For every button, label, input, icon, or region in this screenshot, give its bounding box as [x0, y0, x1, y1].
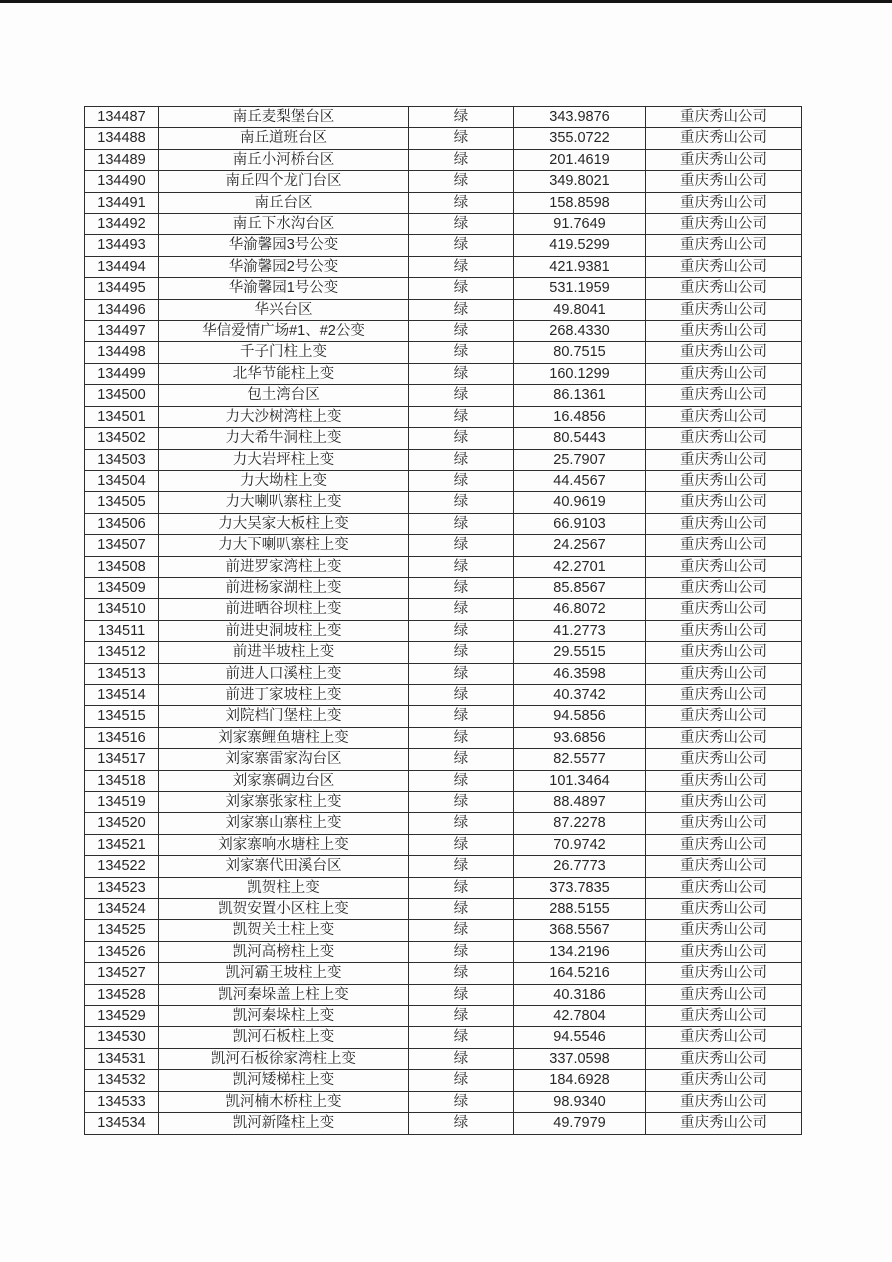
cell-id: 134487 — [85, 107, 159, 128]
cell-company: 重庆秀山公司 — [646, 663, 802, 684]
cell-id: 134509 — [85, 577, 159, 598]
cell-id: 134492 — [85, 214, 159, 235]
cell-name: 刘院档门堡柱上变 — [159, 706, 409, 727]
cell-value: 343.9876 — [514, 107, 646, 128]
cell-company: 重庆秀山公司 — [646, 299, 802, 320]
cell-company: 重庆秀山公司 — [646, 1048, 802, 1069]
table-row — [85, 577, 802, 598]
cell-value: 368.5567 — [514, 920, 646, 941]
cell-status: 绿 — [409, 856, 514, 877]
cell-status: 绿 — [409, 706, 514, 727]
cell-name: 华渝馨园1号公变 — [159, 278, 409, 299]
table-row — [85, 235, 802, 256]
cell-name: 华渝馨园3号公变 — [159, 235, 409, 256]
cell-id: 134525 — [85, 920, 159, 941]
table-row — [85, 214, 802, 235]
cell-status: 绿 — [409, 1048, 514, 1069]
cell-company: 重庆秀山公司 — [646, 899, 802, 920]
cell-company: 重庆秀山公司 — [646, 877, 802, 898]
cell-status: 绿 — [409, 342, 514, 363]
cell-company: 重庆秀山公司 — [646, 684, 802, 705]
table-row — [85, 663, 802, 684]
cell-value: 82.5577 — [514, 749, 646, 770]
cell-name: 前进晒谷坝柱上变 — [159, 599, 409, 620]
cell-status: 绿 — [409, 149, 514, 170]
cell-name: 南丘道班台区 — [159, 128, 409, 149]
cell-status: 绿 — [409, 642, 514, 663]
table-row — [85, 684, 802, 705]
table-row — [85, 107, 802, 128]
table-row — [85, 256, 802, 277]
cell-name: 力大沙树湾柱上变 — [159, 406, 409, 427]
cell-company: 重庆秀山公司 — [646, 642, 802, 663]
cell-company: 重庆秀山公司 — [646, 941, 802, 962]
cell-company: 重庆秀山公司 — [646, 813, 802, 834]
cell-name: 刘家寨碉边台区 — [159, 770, 409, 791]
cell-company: 重庆秀山公司 — [646, 1113, 802, 1134]
cell-id: 134515 — [85, 706, 159, 727]
table-row — [85, 620, 802, 641]
cell-id: 134506 — [85, 513, 159, 534]
cell-value: 184.6928 — [514, 1070, 646, 1091]
cell-company: 重庆秀山公司 — [646, 342, 802, 363]
cell-company: 重庆秀山公司 — [646, 727, 802, 748]
cell-id: 134532 — [85, 1070, 159, 1091]
cell-value: 373.7835 — [514, 877, 646, 898]
cell-value: 349.8021 — [514, 171, 646, 192]
cell-id: 134502 — [85, 428, 159, 449]
cell-value: 85.8567 — [514, 577, 646, 598]
cell-name: 凯贺柱上变 — [159, 877, 409, 898]
cell-name: 南丘小河桥台区 — [159, 149, 409, 170]
cell-value: 26.7773 — [514, 856, 646, 877]
cell-name: 刘家寨雷家沟台区 — [159, 749, 409, 770]
table-row — [85, 856, 802, 877]
cell-value: 337.0598 — [514, 1048, 646, 1069]
cell-id: 134489 — [85, 149, 159, 170]
cell-company: 重庆秀山公司 — [646, 856, 802, 877]
cell-name: 凯贺关土柱上变 — [159, 920, 409, 941]
cell-status: 绿 — [409, 770, 514, 791]
cell-company: 重庆秀山公司 — [646, 492, 802, 513]
cell-status: 绿 — [409, 1070, 514, 1091]
cell-id: 134516 — [85, 727, 159, 748]
cell-id: 134501 — [85, 406, 159, 427]
cell-status: 绿 — [409, 192, 514, 213]
cell-status: 绿 — [409, 235, 514, 256]
table-row — [85, 535, 802, 556]
table-row — [85, 1070, 802, 1091]
cell-status: 绿 — [409, 128, 514, 149]
table-row — [85, 749, 802, 770]
cell-id: 134513 — [85, 663, 159, 684]
cell-name: 南丘四个龙门台区 — [159, 171, 409, 192]
cell-company: 重庆秀山公司 — [646, 984, 802, 1005]
cell-value: 94.5546 — [514, 1027, 646, 1048]
cell-status: 绿 — [409, 599, 514, 620]
cell-id: 134527 — [85, 963, 159, 984]
cell-name: 凯河霸王坡柱上变 — [159, 963, 409, 984]
cell-id: 134508 — [85, 556, 159, 577]
cell-status: 绿 — [409, 1091, 514, 1112]
table-row — [85, 128, 802, 149]
cell-id: 134493 — [85, 235, 159, 256]
cell-id: 134523 — [85, 877, 159, 898]
cell-name: 凯河石板徐家湾柱上变 — [159, 1048, 409, 1069]
table-row — [85, 192, 802, 213]
cell-value: 201.4619 — [514, 149, 646, 170]
cell-status: 绿 — [409, 278, 514, 299]
cell-id: 134529 — [85, 1006, 159, 1027]
table-row — [85, 342, 802, 363]
cell-name: 北华节能柱上变 — [159, 363, 409, 384]
table-row — [85, 877, 802, 898]
cell-company: 重庆秀山公司 — [646, 107, 802, 128]
cell-status: 绿 — [409, 470, 514, 491]
cell-name: 刘家寨鲤鱼塘柱上变 — [159, 727, 409, 748]
cell-status: 绿 — [409, 299, 514, 320]
cell-value: 91.7649 — [514, 214, 646, 235]
table-row — [85, 428, 802, 449]
cell-value: 80.5443 — [514, 428, 646, 449]
cell-company: 重庆秀山公司 — [646, 363, 802, 384]
cell-id: 134534 — [85, 1113, 159, 1134]
cell-value: 42.7804 — [514, 1006, 646, 1027]
cell-status: 绿 — [409, 321, 514, 342]
cell-name: 南丘台区 — [159, 192, 409, 213]
cell-value: 158.8598 — [514, 192, 646, 213]
cell-status: 绿 — [409, 877, 514, 898]
cell-name: 力大坳柱上变 — [159, 470, 409, 491]
cell-id: 134507 — [85, 535, 159, 556]
cell-name: 前进半坡柱上变 — [159, 642, 409, 663]
cell-id: 134505 — [85, 492, 159, 513]
table-row — [85, 599, 802, 620]
table-row — [85, 1027, 802, 1048]
cell-name: 凯河高榜柱上变 — [159, 941, 409, 962]
cell-status: 绿 — [409, 214, 514, 235]
cell-value: 87.2278 — [514, 813, 646, 834]
table-row — [85, 1113, 802, 1134]
table-row — [85, 299, 802, 320]
table-row — [85, 770, 802, 791]
cell-status: 绿 — [409, 963, 514, 984]
cell-status: 绿 — [409, 428, 514, 449]
cell-value: 86.1361 — [514, 385, 646, 406]
cell-company: 重庆秀山公司 — [646, 192, 802, 213]
table-row — [85, 385, 802, 406]
cell-value: 40.3742 — [514, 684, 646, 705]
cell-name: 力大希牛洞柱上变 — [159, 428, 409, 449]
cell-company: 重庆秀山公司 — [646, 1070, 802, 1091]
cell-status: 绿 — [409, 663, 514, 684]
cell-status: 绿 — [409, 492, 514, 513]
cell-id: 134499 — [85, 363, 159, 384]
cell-id: 134519 — [85, 792, 159, 813]
cell-company: 重庆秀山公司 — [646, 620, 802, 641]
cell-value: 355.0722 — [514, 128, 646, 149]
cell-value: 98.9340 — [514, 1091, 646, 1112]
cell-id: 134531 — [85, 1048, 159, 1069]
cell-name: 南丘下水沟台区 — [159, 214, 409, 235]
cell-id: 134496 — [85, 299, 159, 320]
cell-status: 绿 — [409, 171, 514, 192]
cell-id: 134530 — [85, 1027, 159, 1048]
cell-id: 134490 — [85, 171, 159, 192]
cell-id: 134510 — [85, 599, 159, 620]
cell-status: 绿 — [409, 727, 514, 748]
cell-value: 29.5515 — [514, 642, 646, 663]
cell-status: 绿 — [409, 449, 514, 470]
cell-company: 重庆秀山公司 — [646, 963, 802, 984]
cell-company: 重庆秀山公司 — [646, 321, 802, 342]
cell-status: 绿 — [409, 749, 514, 770]
cell-value: 288.5155 — [514, 899, 646, 920]
cell-value: 42.2701 — [514, 556, 646, 577]
cell-name: 力大吴家大板柱上变 — [159, 513, 409, 534]
cell-name: 凯河秦垛盖上柱上变 — [159, 984, 409, 1005]
table-row — [85, 492, 802, 513]
cell-name: 凯河石板柱上变 — [159, 1027, 409, 1048]
cell-value: 80.7515 — [514, 342, 646, 363]
cell-id: 134518 — [85, 770, 159, 791]
table-row — [85, 727, 802, 748]
cell-company: 重庆秀山公司 — [646, 385, 802, 406]
cell-id: 134521 — [85, 834, 159, 855]
cell-id: 134522 — [85, 856, 159, 877]
cell-value: 419.5299 — [514, 235, 646, 256]
cell-id: 134512 — [85, 642, 159, 663]
cell-value: 421.9381 — [514, 256, 646, 277]
cell-name: 前进史洞坡柱上变 — [159, 620, 409, 641]
cell-id: 134497 — [85, 321, 159, 342]
cell-id: 134500 — [85, 385, 159, 406]
cell-value: 88.4897 — [514, 792, 646, 813]
cell-value: 134.2196 — [514, 941, 646, 962]
cell-value: 268.4330 — [514, 321, 646, 342]
table-row — [85, 1006, 802, 1027]
cell-id: 134514 — [85, 684, 159, 705]
cell-company: 重庆秀山公司 — [646, 406, 802, 427]
table-row — [85, 406, 802, 427]
cell-company: 重庆秀山公司 — [646, 599, 802, 620]
table-row — [85, 556, 802, 577]
cell-company: 重庆秀山公司 — [646, 149, 802, 170]
cell-status: 绿 — [409, 834, 514, 855]
cell-status: 绿 — [409, 684, 514, 705]
cell-name: 刘家寨代田溪台区 — [159, 856, 409, 877]
cell-company: 重庆秀山公司 — [646, 535, 802, 556]
table-row — [85, 792, 802, 813]
cell-name: 前进丁家坡柱上变 — [159, 684, 409, 705]
cell-name: 华渝馨园2号公变 — [159, 256, 409, 277]
cell-status: 绿 — [409, 556, 514, 577]
cell-status: 绿 — [409, 899, 514, 920]
cell-value: 49.7979 — [514, 1113, 646, 1134]
cell-value: 40.9619 — [514, 492, 646, 513]
cell-value: 16.4856 — [514, 406, 646, 427]
cell-id: 134488 — [85, 128, 159, 149]
cell-id: 134494 — [85, 256, 159, 277]
cell-name: 力大喇叭寨柱上变 — [159, 492, 409, 513]
cell-company: 重庆秀山公司 — [646, 256, 802, 277]
table-body — [85, 107, 802, 1135]
cell-value: 101.3464 — [514, 770, 646, 791]
cell-company: 重庆秀山公司 — [646, 749, 802, 770]
cell-value: 44.4567 — [514, 470, 646, 491]
cell-company: 重庆秀山公司 — [646, 235, 802, 256]
cell-company: 重庆秀山公司 — [646, 171, 802, 192]
cell-company: 重庆秀山公司 — [646, 706, 802, 727]
cell-id: 134491 — [85, 192, 159, 213]
cell-id: 134511 — [85, 620, 159, 641]
cell-company: 重庆秀山公司 — [646, 1091, 802, 1112]
cell-name: 刘家寨响水塘柱上变 — [159, 834, 409, 855]
cell-name: 千子门柱上变 — [159, 342, 409, 363]
table-row — [85, 920, 802, 941]
cell-company: 重庆秀山公司 — [646, 834, 802, 855]
cell-id: 134517 — [85, 749, 159, 770]
cell-name: 前进杨家湖柱上变 — [159, 577, 409, 598]
cell-id: 134504 — [85, 470, 159, 491]
cell-value: 164.5216 — [514, 963, 646, 984]
cell-name: 前进罗家湾柱上变 — [159, 556, 409, 577]
cell-status: 绿 — [409, 620, 514, 641]
cell-company: 重庆秀山公司 — [646, 920, 802, 941]
cell-name: 刘家寨山寨柱上变 — [159, 813, 409, 834]
cell-value: 46.3598 — [514, 663, 646, 684]
cell-company: 重庆秀山公司 — [646, 449, 802, 470]
cell-id: 134533 — [85, 1091, 159, 1112]
table-row — [85, 449, 802, 470]
cell-company: 重庆秀山公司 — [646, 278, 802, 299]
cell-status: 绿 — [409, 1006, 514, 1027]
cell-id: 134498 — [85, 342, 159, 363]
cell-company: 重庆秀山公司 — [646, 556, 802, 577]
cell-status: 绿 — [409, 920, 514, 941]
cell-status: 绿 — [409, 513, 514, 534]
cell-status: 绿 — [409, 406, 514, 427]
cell-company: 重庆秀山公司 — [646, 1006, 802, 1027]
cell-value: 160.1299 — [514, 363, 646, 384]
table-row — [85, 984, 802, 1005]
cell-name: 南丘麦梨堡台区 — [159, 107, 409, 128]
table-row — [85, 941, 802, 962]
cell-name: 凯贺安置小区柱上变 — [159, 899, 409, 920]
cell-id: 134528 — [85, 984, 159, 1005]
cell-id: 134524 — [85, 899, 159, 920]
cell-company: 重庆秀山公司 — [646, 428, 802, 449]
cell-status: 绿 — [409, 813, 514, 834]
cell-status: 绿 — [409, 792, 514, 813]
cell-id: 134503 — [85, 449, 159, 470]
cell-value: 94.5856 — [514, 706, 646, 727]
cell-status: 绿 — [409, 256, 514, 277]
table-row — [85, 963, 802, 984]
cell-id: 134520 — [85, 813, 159, 834]
table-row — [85, 149, 802, 170]
table-row — [85, 363, 802, 384]
cell-value: 24.2567 — [514, 535, 646, 556]
cell-name: 凯河矮梯柱上变 — [159, 1070, 409, 1091]
cell-company: 重庆秀山公司 — [646, 1027, 802, 1048]
table-row — [85, 321, 802, 342]
cell-status: 绿 — [409, 535, 514, 556]
top-edge-bar — [0, 0, 892, 3]
cell-value: 25.7907 — [514, 449, 646, 470]
cell-value: 70.9742 — [514, 834, 646, 855]
cell-name: 力大下喇叭寨柱上变 — [159, 535, 409, 556]
cell-company: 重庆秀山公司 — [646, 577, 802, 598]
cell-name: 凯河楠木桥柱上变 — [159, 1091, 409, 1112]
cell-name: 华信爱情广场#1、#2公变 — [159, 321, 409, 342]
cell-name: 前进人口溪柱上变 — [159, 663, 409, 684]
cell-status: 绿 — [409, 577, 514, 598]
table-row — [85, 813, 802, 834]
cell-company: 重庆秀山公司 — [646, 770, 802, 791]
cell-name: 凯河新隆柱上变 — [159, 1113, 409, 1134]
cell-name: 华兴台区 — [159, 299, 409, 320]
cell-name: 力大岩坪柱上变 — [159, 449, 409, 470]
data-table — [84, 106, 802, 1135]
cell-value: 93.6856 — [514, 727, 646, 748]
cell-value: 531.1959 — [514, 278, 646, 299]
table-row — [85, 834, 802, 855]
cell-status: 绿 — [409, 107, 514, 128]
cell-company: 重庆秀山公司 — [646, 214, 802, 235]
cell-value: 41.2773 — [514, 620, 646, 641]
cell-status: 绿 — [409, 1027, 514, 1048]
cell-company: 重庆秀山公司 — [646, 128, 802, 149]
cell-name: 凯河秦垛柱上变 — [159, 1006, 409, 1027]
cell-company: 重庆秀山公司 — [646, 792, 802, 813]
cell-company: 重庆秀山公司 — [646, 513, 802, 534]
table-row — [85, 899, 802, 920]
cell-id: 134526 — [85, 941, 159, 962]
cell-status: 绿 — [409, 941, 514, 962]
table-row — [85, 706, 802, 727]
cell-id: 134495 — [85, 278, 159, 299]
cell-value: 40.3186 — [514, 984, 646, 1005]
cell-status: 绿 — [409, 385, 514, 406]
cell-status: 绿 — [409, 363, 514, 384]
table-row — [85, 470, 802, 491]
cell-company: 重庆秀山公司 — [646, 470, 802, 491]
cell-name: 刘家寨张家柱上变 — [159, 792, 409, 813]
table-row — [85, 278, 802, 299]
cell-status: 绿 — [409, 984, 514, 1005]
table-row — [85, 1091, 802, 1112]
cell-value: 46.8072 — [514, 599, 646, 620]
table-row — [85, 513, 802, 534]
table-row — [85, 171, 802, 192]
cell-status: 绿 — [409, 1113, 514, 1134]
cell-value: 66.9103 — [514, 513, 646, 534]
table-row — [85, 642, 802, 663]
cell-value: 49.8041 — [514, 299, 646, 320]
cell-name: 包土湾台区 — [159, 385, 409, 406]
table-row — [85, 1048, 802, 1069]
